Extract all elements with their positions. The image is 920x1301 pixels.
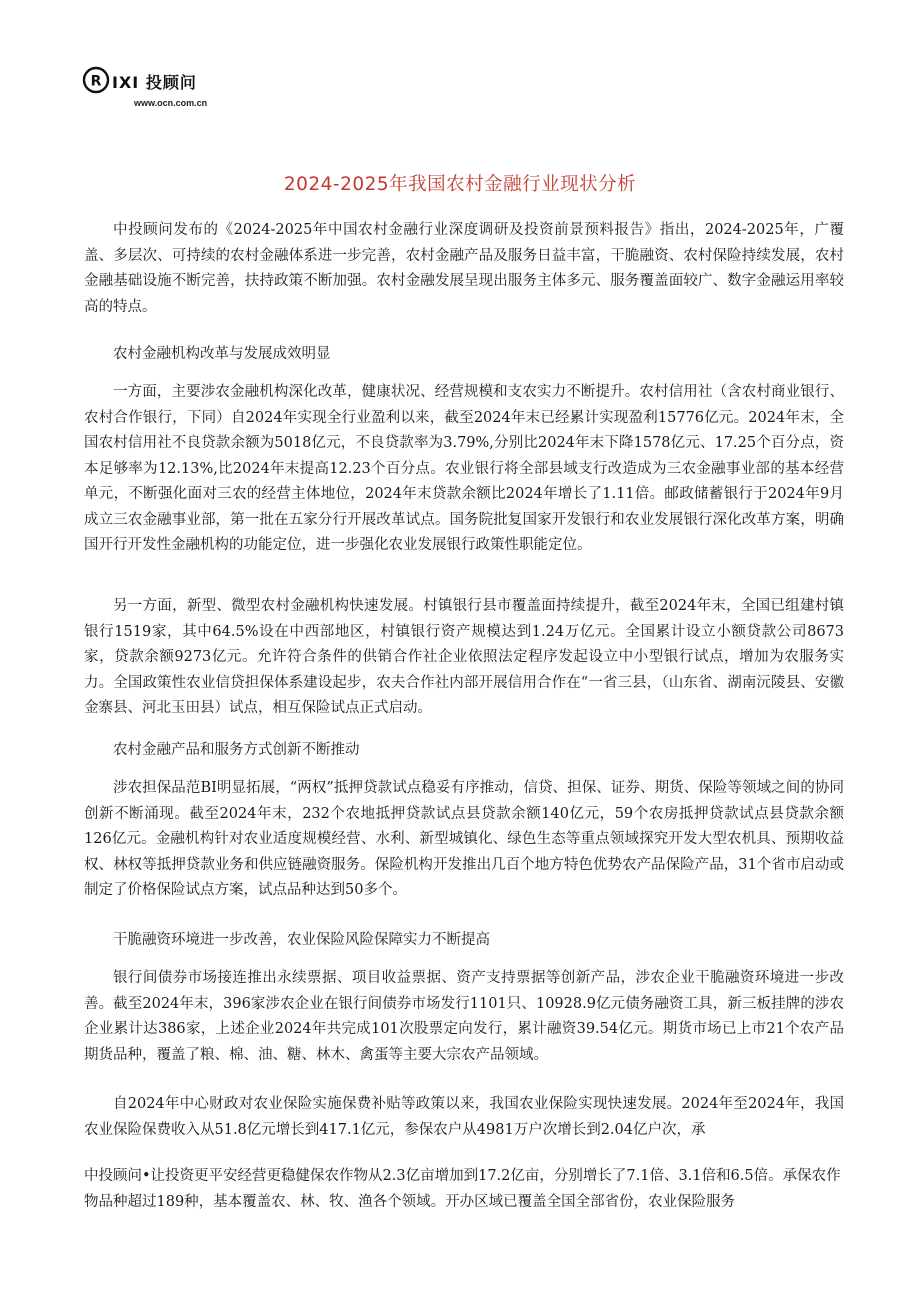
section-heading-product-innovation: 农村金融产品和服务方式创新不断推动 bbox=[113, 742, 360, 758]
website-url[interactable]: www.ocn.com.cn bbox=[134, 98, 208, 108]
paragraph-agri-insurance: 自2024年中心财政对农业保险实施保费补贴等政策以来，我国农业保险实现快速发展。2024年至2024年，我国农业保险保费收入从51.8亿元增长到417.1亿元，参保农户从4981万户次增长到2.04亿户次，承 bbox=[84, 1096, 844, 1138]
company-logo bbox=[82, 66, 222, 116]
section-heading-direct-financing: 干脆融资环境进一步改善，农业保险风险保障实力不断提高 bbox=[113, 932, 490, 948]
paragraph-direct-financing: 银行间债券市场接连推出永续票据、项目收益票据、资产支持票据等创新产品，涉农企业干脆融资环境进一步改善。截至2024年末，396家涉农企业在银行间债券市场发行1101只、10928.9亿元债务融资工具，新三板挂牌的涉农企业累计达386家，上述企业2024年共完成101次股票定向发行，累计融资39.54亿元。期货市场已上市21个农产品期货品种，覆盖了粮、棉、油、糖、林木、禽蛋等主要大宗农产品领域。 bbox=[84, 970, 844, 1063]
paragraph-institution-reform: 一方面，主要涉农金融机构深化改革，健康状况、经营规模和支农实力不断提升。农村信用社（含农村商业银行、农村合作银行，下同）自2024年实现全行业盈利以来，截至2024年末已经累计实现盈利15776亿元。2024年末，全国农村信用社不良贷款余额为5018亿元，不良贷款率为3.79%,分别比2024年末下降1578亿元、17.25个百分点，资本足够率为12.13%,比2024年末提高12.23个百分点。农业银行将全部县域支行改造成为三农金融事业部的基本经营单元，不断强化面对三农的经营主体地位，2024年末贷款余额比2024年增长了1.11倍。邮政储蓄银行于2024年9月成立三农金融事业部，第一批在五家分行开展改革试点。国务院批复国家开发银行和农业发展银行深化改革方案，明确国开行开发性金融机构的功能定位，进一步强化农业发展银行政策性职能定位。 bbox=[84, 384, 844, 553]
page-title: 2024-2025年我国农村金融行业现状分析 bbox=[283, 174, 637, 195]
section-heading-institution-reform: 农村金融机构改革与发展成效明显 bbox=[113, 346, 331, 362]
logo-brand-text: IXI 投顾问 bbox=[112, 73, 197, 92]
paragraph-insurance-continued: 中投顾问•让投资更平安经营更稳健保农作物从2.3亿亩增加到17.2亿亩，分别增长了7.1倍、3.1倍和6.5倍。承保农作物品种超过189种，基本覆盖农、林、牧、渔各个领域。开办区域已覆盖全国全部省份，农业保险服务 bbox=[84, 1168, 841, 1210]
paragraph-new-institutions: 另一方面，新型、微型农村金融机构快速发展。村镇银行县市覆盖面持续提升，截至2024年末，全国已组建村镇银行1519家，其中64.5%设在中西部地区，村镇银行资产规模达到1.24万亿元。全国累计设立小额贷款公司8673家，贷款余额9273亿元。允许符合条件的供销合作社企业依照法定程序发起设立中小型银行试点，增加为农服务实力。全国政策性农业信贷担保体系建设起步，农夫合作社内部开展信用合作在“一省三县，（山东省、湖南沅陵县、安徽金寨县、河北玉田县）试点，相互保险试点正式启动。 bbox=[84, 598, 844, 716]
registered-mark-icon bbox=[82, 66, 110, 94]
svg-text:R: R bbox=[90, 73, 102, 90]
paragraph-product-innovation: 涉农担保品范BI明显拓展，“两权”抵押贷款试点稳妥有序推动，信贷、担保、证券、期货、保险等领域之间的协同创新不断涌现。截至2024年末，232个农地抵押贷款试点县贷款余额140亿元，59个农房抵押贷款试点县贷款余额126亿元。金融机构针对农业适度规模经营、水利、新型城镇化、绿色生态等重点领域探究开发大型农机具、预期收益权、林权等抵押贷款业务和供应链融资服务。保险机构开发推出几百个地方特色优势农产品保险产品，31个省市启动或制定了价格保险试点方案，试点品种达到50多个。 bbox=[84, 780, 844, 898]
paragraph-intro: 中投顾问发布的《2024-2025年中国农村金融行业深度调研及投资前景预料报告》指出，2024-2025年，广覆盖、多层次、可持续的农村金融体系进一步完善，农村金融产品及服务日益丰富，干脆融资、农村保险持续发展，农村金融基础设施不断完善，扶持政策不断加强。农村金融发展呈现出服务主体多元、服务覆盖面较广、数字金融运用率较高的特点。 bbox=[84, 222, 844, 315]
